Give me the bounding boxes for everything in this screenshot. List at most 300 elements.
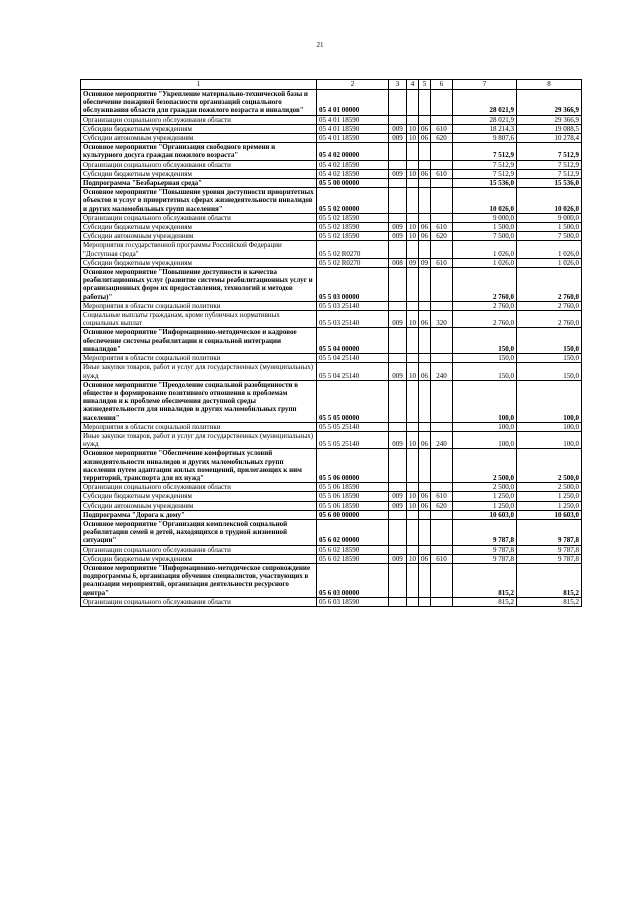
row-amount-year2-cell: 815,2: [517, 563, 582, 597]
row-subsection-cell: [419, 510, 431, 519]
row-name-cell: Основное мероприятие "Укрепление материально-технической базы и обеспечение пожарной безопасности организаций социального обслуживания области для граждан пожилого возраста и инвалидов": [81, 90, 317, 116]
row-name-cell: Субсидии автономным учреждениям: [81, 134, 317, 143]
row-section-cell: [407, 160, 419, 169]
row-amount-year2-cell: 7 512,9: [517, 143, 582, 160]
row-admin-cell: [389, 563, 407, 597]
row-expense-type-cell: [431, 241, 453, 258]
table-row: [81, 124, 582, 133]
row-amount-year2-cell: 19 088,5: [517, 124, 582, 133]
row-code-cell: 05 6 02 18590: [317, 545, 389, 554]
row-section-cell: 10: [407, 169, 419, 178]
row-section-cell: [407, 213, 419, 222]
row-subsection-cell: [419, 563, 431, 597]
row-section-cell: 10: [407, 232, 419, 241]
row-section-cell: [407, 90, 419, 116]
row-expense-type-cell: [431, 160, 453, 169]
row-amount-year1-cell: 18 214,3: [453, 124, 517, 133]
row-admin-cell: 009: [389, 232, 407, 241]
table-row: [81, 501, 582, 510]
row-amount-year2-cell: 1 250,0: [517, 501, 582, 510]
row-name-cell: Подпрограмма "Дорога к дому": [81, 510, 317, 519]
row-amount-year1-cell: 7 512,9: [453, 160, 517, 169]
table-row: [81, 90, 582, 116]
table-row: [81, 301, 582, 310]
row-section-cell: [407, 241, 419, 258]
row-expense-type-cell: [431, 449, 453, 483]
table-row: [81, 223, 582, 232]
row-expense-type-cell: [431, 188, 453, 214]
row-name-cell: Основное мероприятие "Информационно-методическое сопровождение подпрограммы 6, организация обучения специалистов, участвующих в реализации мероприятий, организация деятельности ресурсного центра": [81, 563, 317, 597]
header-cell: 7: [453, 80, 517, 90]
row-amount-year2-cell: 9 787,8: [517, 554, 582, 563]
row-name-cell: Субсидии бюджетным учреждениям: [81, 223, 317, 232]
budget-table: [80, 79, 582, 607]
row-amount-year2-cell: 9 000,0: [517, 213, 582, 222]
header-cell: 8: [517, 80, 582, 90]
row-expense-type-cell: 610: [431, 554, 453, 563]
row-amount-year2-cell: 2 500,0: [517, 483, 582, 492]
row-amount-year1-cell: 15 536,0: [453, 179, 517, 188]
row-amount-year2-cell: 150,0: [517, 328, 582, 354]
row-admin-cell: [389, 545, 407, 554]
row-admin-cell: [389, 179, 407, 188]
row-amount-year1-cell: 100,0: [453, 431, 517, 448]
table-row: [81, 258, 582, 267]
row-amount-year2-cell: 7 500,0: [517, 232, 582, 241]
row-section-cell: 10: [407, 492, 419, 501]
row-admin-cell: 009: [389, 134, 407, 143]
row-section-cell: 10: [407, 134, 419, 143]
row-amount-year2-cell: 815,2: [517, 597, 582, 606]
row-subsection-cell: 06: [419, 554, 431, 563]
row-subsection-cell: 06: [419, 501, 431, 510]
row-admin-cell: [389, 160, 407, 169]
row-code-cell: 05 4 01 00000: [317, 90, 389, 116]
row-admin-cell: [389, 90, 407, 116]
row-section-cell: [407, 597, 419, 606]
row-code-cell: 05 5 03 25140: [317, 301, 389, 310]
row-amount-year2-cell: 150,0: [517, 363, 582, 380]
table-row: [81, 380, 582, 422]
row-admin-cell: 008: [389, 258, 407, 267]
row-code-cell: 05 5 02 R0270: [317, 258, 389, 267]
row-amount-year2-cell: 10 026,0: [517, 188, 582, 214]
row-amount-year2-cell: 100,0: [517, 431, 582, 448]
row-amount-year2-cell: 9 787,8: [517, 519, 582, 545]
row-code-cell: 05 5 06 18590: [317, 483, 389, 492]
row-amount-year1-cell: 150,0: [453, 328, 517, 354]
row-code-cell: 05 5 04 25140: [317, 363, 389, 380]
row-amount-year1-cell: 1 250,0: [453, 501, 517, 510]
row-subsection-cell: [419, 188, 431, 214]
row-section-cell: [407, 422, 419, 431]
row-code-cell: 05 4 01 18590: [317, 124, 389, 133]
row-expense-type-cell: [431, 179, 453, 188]
row-subsection-cell: [419, 143, 431, 160]
table-row: [81, 519, 582, 545]
row-admin-cell: 009: [389, 124, 407, 133]
row-code-cell: 05 5 04 25140: [317, 354, 389, 363]
row-admin-cell: [389, 483, 407, 492]
row-amount-year2-cell: 2 760,0: [517, 301, 582, 310]
row-subsection-cell: 06: [419, 363, 431, 380]
row-code-cell: 05 6 03 18590: [317, 597, 389, 606]
row-amount-year2-cell: 2 500,0: [517, 449, 582, 483]
row-section-cell: 10: [407, 311, 419, 328]
row-admin-cell: [389, 115, 407, 124]
row-subsection-cell: [419, 179, 431, 188]
row-expense-type-cell: [431, 483, 453, 492]
table-row: [81, 179, 582, 188]
row-amount-year1-cell: 1 026,0: [453, 258, 517, 267]
header-cell: 5: [419, 80, 431, 90]
row-section-cell: 10: [407, 223, 419, 232]
row-expense-type-cell: 620: [431, 501, 453, 510]
row-section-cell: 10: [407, 501, 419, 510]
row-code-cell: 05 5 05 00000: [317, 380, 389, 422]
row-expense-type-cell: 610: [431, 492, 453, 501]
header-cell: 3: [389, 80, 407, 90]
row-code-cell: 05 6 00 00000: [317, 510, 389, 519]
row-name-cell: Субсидии бюджетным учреждениям: [81, 169, 317, 178]
row-expense-type-cell: 240: [431, 363, 453, 380]
row-section-cell: [407, 268, 419, 302]
row-code-cell: 05 4 01 18590: [317, 134, 389, 143]
row-admin-cell: 009: [389, 492, 407, 501]
table-row: [81, 492, 582, 501]
row-amount-year2-cell: 2 760,0: [517, 268, 582, 302]
row-amount-year2-cell: 1 250,0: [517, 492, 582, 501]
row-name-cell: Подпрограмма "Безбарьерная среда": [81, 179, 317, 188]
row-amount-year1-cell: 9 787,8: [453, 545, 517, 554]
row-amount-year2-cell: 29 366,9: [517, 115, 582, 124]
row-admin-cell: [389, 328, 407, 354]
row-amount-year1-cell: 7 512,9: [453, 169, 517, 178]
row-amount-year2-cell: 15 536,0: [517, 179, 582, 188]
row-admin-cell: 009: [389, 363, 407, 380]
row-code-cell: 05 4 02 00000: [317, 143, 389, 160]
row-admin-cell: 009: [389, 431, 407, 448]
row-amount-year2-cell: 100,0: [517, 380, 582, 422]
table-row: [81, 213, 582, 222]
table-row: [81, 545, 582, 554]
row-name-cell: Основное мероприятие "Преодоление социальной разобщенности в обществе и формирование позитивного отношения к проблемам инвалидов и к проблеме обеспечения доступной среды жизнедеятельности для инвалидов и других маломобильных групп населения": [81, 380, 317, 422]
header-cell: 6: [431, 80, 453, 90]
row-admin-cell: [389, 143, 407, 160]
row-code-cell: 05 5 02 18590: [317, 223, 389, 232]
row-name-cell: Организации социального обслуживания области: [81, 213, 317, 222]
row-code-cell: 05 5 06 18590: [317, 501, 389, 510]
row-admin-cell: [389, 519, 407, 545]
row-section-cell: 10: [407, 363, 419, 380]
row-code-cell: 05 5 00 00000: [317, 179, 389, 188]
row-amount-year1-cell: 1 500,0: [453, 223, 517, 232]
row-section-cell: [407, 179, 419, 188]
row-admin-cell: [389, 449, 407, 483]
row-amount-year2-cell: 1 026,0: [517, 241, 582, 258]
row-admin-cell: [389, 510, 407, 519]
row-expense-type-cell: 610: [431, 169, 453, 178]
row-code-cell: 05 4 02 18590: [317, 169, 389, 178]
table-row: [81, 510, 582, 519]
row-expense-type-cell: 620: [431, 134, 453, 143]
row-name-cell: Субсидии автономным учреждениям: [81, 232, 317, 241]
row-section-cell: [407, 115, 419, 124]
row-amount-year1-cell: 9 000,0: [453, 213, 517, 222]
row-amount-year1-cell: 9 787,8: [453, 519, 517, 545]
row-subsection-cell: [419, 597, 431, 606]
row-subsection-cell: 06: [419, 232, 431, 241]
row-admin-cell: [389, 213, 407, 222]
row-section-cell: 10: [407, 124, 419, 133]
table-row: [81, 268, 582, 302]
row-code-cell: 05 5 02 18590: [317, 232, 389, 241]
row-admin-cell: [389, 422, 407, 431]
row-amount-year1-cell: 1 250,0: [453, 492, 517, 501]
row-subsection-cell: 06: [419, 134, 431, 143]
row-admin-cell: 009: [389, 554, 407, 563]
table-row: [81, 188, 582, 214]
row-code-cell: 05 5 05 25140: [317, 422, 389, 431]
table-row: [81, 431, 582, 448]
header-cell: 1: [81, 80, 317, 90]
row-code-cell: 05 6 02 00000: [317, 519, 389, 545]
table-row: [81, 241, 582, 258]
table-row: [81, 232, 582, 241]
row-name-cell: Основное мероприятие "Повышение уровня доступности приоритетных объектов и услуг в приоритетных сферах жизнедеятельности инвалидов и других маломобильных групп населения": [81, 188, 317, 214]
row-name-cell: Мероприятия в области социальной политики: [81, 301, 317, 310]
row-admin-cell: [389, 354, 407, 363]
row-amount-year1-cell: 9 807,6: [453, 134, 517, 143]
row-subsection-cell: 06: [419, 169, 431, 178]
row-section-cell: 10: [407, 554, 419, 563]
row-section-cell: [407, 301, 419, 310]
row-section-cell: [407, 380, 419, 422]
table-row: [81, 134, 582, 143]
row-subsection-cell: [419, 241, 431, 258]
row-code-cell: 05 4 02 18590: [317, 160, 389, 169]
row-amount-year2-cell: 1 026,0: [517, 258, 582, 267]
row-amount-year1-cell: 2 500,0: [453, 449, 517, 483]
row-subsection-cell: [419, 380, 431, 422]
row-expense-type-cell: 620: [431, 232, 453, 241]
row-section-cell: 10: [407, 431, 419, 448]
row-subsection-cell: 06: [419, 223, 431, 232]
row-amount-year1-cell: 2 760,0: [453, 311, 517, 328]
row-admin-cell: [389, 380, 407, 422]
table-row: [81, 328, 582, 354]
row-amount-year2-cell: 1 500,0: [517, 223, 582, 232]
row-admin-cell: 009: [389, 169, 407, 178]
row-section-cell: [407, 563, 419, 597]
row-code-cell: 05 5 06 00000: [317, 449, 389, 483]
row-amount-year1-cell: 1 026,0: [453, 241, 517, 258]
row-section-cell: [407, 519, 419, 545]
row-code-cell: 05 5 05 25140: [317, 431, 389, 448]
table-row: [81, 597, 582, 606]
row-amount-year1-cell: 150,0: [453, 363, 517, 380]
row-amount-year2-cell: 2 760,0: [517, 311, 582, 328]
row-admin-cell: [389, 301, 407, 310]
row-subsection-cell: [419, 422, 431, 431]
table-row: [81, 483, 582, 492]
row-subsection-cell: [419, 328, 431, 354]
row-name-cell: Иные закупки товаров, работ и услуг для государственных (муниципальных) нужд: [81, 431, 317, 448]
table-row: [81, 449, 582, 483]
row-amount-year2-cell: 10 603,0: [517, 510, 582, 519]
row-amount-year2-cell: 7 512,9: [517, 160, 582, 169]
table-header-row: [81, 80, 582, 90]
row-subsection-cell: [419, 160, 431, 169]
row-amount-year1-cell: 9 787,8: [453, 554, 517, 563]
row-code-cell: 05 5 02 18590: [317, 213, 389, 222]
row-subsection-cell: 06: [419, 431, 431, 448]
table-row: [81, 354, 582, 363]
row-admin-cell: [389, 188, 407, 214]
row-admin-cell: [389, 268, 407, 302]
row-name-cell: Организации социального обслуживания области: [81, 160, 317, 169]
row-subsection-cell: [419, 115, 431, 124]
row-expense-type-cell: [431, 510, 453, 519]
row-expense-type-cell: 610: [431, 258, 453, 267]
row-amount-year2-cell: 7 512,9: [517, 169, 582, 178]
table-row: [81, 169, 582, 178]
row-name-cell: Основное мероприятие "Организация свободного времени и культурного досуга граждан пожилого возраста": [81, 143, 317, 160]
row-code-cell: 05 5 06 18590: [317, 492, 389, 501]
row-amount-year1-cell: 100,0: [453, 422, 517, 431]
row-expense-type-cell: [431, 213, 453, 222]
row-expense-type-cell: [431, 90, 453, 116]
row-name-cell: Субсидии бюджетным учреждениям: [81, 258, 317, 267]
row-section-cell: [407, 188, 419, 214]
row-expense-type-cell: [431, 354, 453, 363]
row-expense-type-cell: [431, 268, 453, 302]
row-code-cell: 05 5 03 00000: [317, 268, 389, 302]
row-code-cell: 05 6 02 18590: [317, 554, 389, 563]
row-expense-type-cell: [431, 380, 453, 422]
row-subsection-cell: [419, 519, 431, 545]
row-section-cell: [407, 510, 419, 519]
row-admin-cell: [389, 241, 407, 258]
row-expense-type-cell: 610: [431, 223, 453, 232]
row-admin-cell: 009: [389, 223, 407, 232]
row-subsection-cell: [419, 354, 431, 363]
row-code-cell: 05 4 01 18590: [317, 115, 389, 124]
row-code-cell: 05 5 03 25140: [317, 311, 389, 328]
row-admin-cell: 009: [389, 501, 407, 510]
row-expense-type-cell: [431, 519, 453, 545]
row-amount-year1-cell: 815,2: [453, 597, 517, 606]
row-name-cell: Основное мероприятие "Обеспечение комфортных условий жизнедеятельности инвалидов и других маломобильных групп населения путем адаптации жилых помещений, прилегающих к ним территорий, транспорта для их нужд": [81, 449, 317, 483]
row-expense-type-cell: [431, 597, 453, 606]
table-row: [81, 563, 582, 597]
table-row: [81, 143, 582, 160]
row-section-cell: [407, 354, 419, 363]
row-admin-cell: 009: [389, 311, 407, 328]
row-name-cell: Субсидии бюджетным учреждениям: [81, 124, 317, 133]
row-code-cell: 05 5 04 00000: [317, 328, 389, 354]
row-amount-year1-cell: 815,2: [453, 563, 517, 597]
table-row: [81, 363, 582, 380]
row-amount-year1-cell: 10 026,0: [453, 188, 517, 214]
table-row: [81, 115, 582, 124]
row-amount-year1-cell: 7 512,9: [453, 143, 517, 160]
row-name-cell: Основное мероприятие "Повышение доступности и качества реабилитационных услуг (развитие системы реабилитационных услуг и организационных форм их предоставления, технологий и методов работы)": [81, 268, 317, 302]
row-name-cell: Социальные выплаты гражданам, кроме публичных нормативных социальных выплат: [81, 311, 317, 328]
row-subsection-cell: [419, 213, 431, 222]
row-name-cell: Организации социального обслуживания области: [81, 545, 317, 554]
row-name-cell: Организации социального обслуживания области: [81, 483, 317, 492]
row-subsection-cell: 09: [419, 258, 431, 267]
row-admin-cell: [389, 597, 407, 606]
row-section-cell: [407, 483, 419, 492]
row-subsection-cell: [419, 545, 431, 554]
row-expense-type-cell: [431, 422, 453, 431]
row-name-cell: Основное мероприятие "Организация комплексной социальной реабилитации семей и детей, находящихся в трудной жизненной ситуации": [81, 519, 317, 545]
row-section-cell: [407, 545, 419, 554]
row-amount-year1-cell: 10 603,0: [453, 510, 517, 519]
header-cell: 2: [317, 80, 389, 90]
row-section-cell: 09: [407, 258, 419, 267]
row-amount-year1-cell: 7 500,0: [453, 232, 517, 241]
table-row: [81, 554, 582, 563]
row-expense-type-cell: [431, 328, 453, 354]
row-amount-year2-cell: 29 366,9: [517, 90, 582, 116]
row-subsection-cell: 06: [419, 311, 431, 328]
row-expense-type-cell: [431, 115, 453, 124]
row-name-cell: Организации социального обслуживания области: [81, 597, 317, 606]
row-subsection-cell: [419, 449, 431, 483]
row-amount-year2-cell: 10 278,4: [517, 134, 582, 143]
table-row: [81, 160, 582, 169]
row-code-cell: 05 5 02 00000: [317, 188, 389, 214]
row-subsection-cell: 06: [419, 492, 431, 501]
row-expense-type-cell: [431, 545, 453, 554]
row-code-cell: 05 6 03 00000: [317, 563, 389, 597]
row-expense-type-cell: 610: [431, 124, 453, 133]
row-amount-year1-cell: 28 021,9: [453, 90, 517, 116]
row-amount-year1-cell: 2 760,0: [453, 301, 517, 310]
row-subsection-cell: [419, 90, 431, 116]
row-name-cell: Субсидии бюджетным учреждениям: [81, 492, 317, 501]
row-amount-year2-cell: 150,0: [517, 354, 582, 363]
row-name-cell: Мероприятия в области социальной политики: [81, 422, 317, 431]
row-amount-year1-cell: 150,0: [453, 354, 517, 363]
row-expense-type-cell: 240: [431, 431, 453, 448]
row-expense-type-cell: [431, 563, 453, 597]
row-subsection-cell: [419, 301, 431, 310]
row-expense-type-cell: [431, 143, 453, 160]
row-name-cell: Основное мероприятие "Информационно-методическое и кадровое обеспечение системы реабилитации и социальной интеграции инвалидов": [81, 328, 317, 354]
row-section-cell: [407, 143, 419, 160]
row-name-cell: Мероприятия государственной программы Российской Федерации "Доступная среда": [81, 241, 317, 258]
row-amount-year2-cell: 100,0: [517, 422, 582, 431]
row-amount-year1-cell: 2 760,0: [453, 268, 517, 302]
row-amount-year1-cell: 28 021,9: [453, 115, 517, 124]
row-expense-type-cell: 320: [431, 311, 453, 328]
row-amount-year2-cell: 9 787,8: [517, 545, 582, 554]
row-name-cell: Субсидии бюджетным учреждениям: [81, 554, 317, 563]
row-subsection-cell: [419, 268, 431, 302]
row-subsection-cell: 06: [419, 124, 431, 133]
row-name-cell: Мероприятия в области социальной политики: [81, 354, 317, 363]
row-name-cell: Организации социального обслуживания области: [81, 115, 317, 124]
table-row: [81, 311, 582, 328]
row-section-cell: [407, 328, 419, 354]
page-number: 21: [316, 41, 324, 49]
table-row: [81, 422, 582, 431]
row-amount-year1-cell: 100,0: [453, 380, 517, 422]
